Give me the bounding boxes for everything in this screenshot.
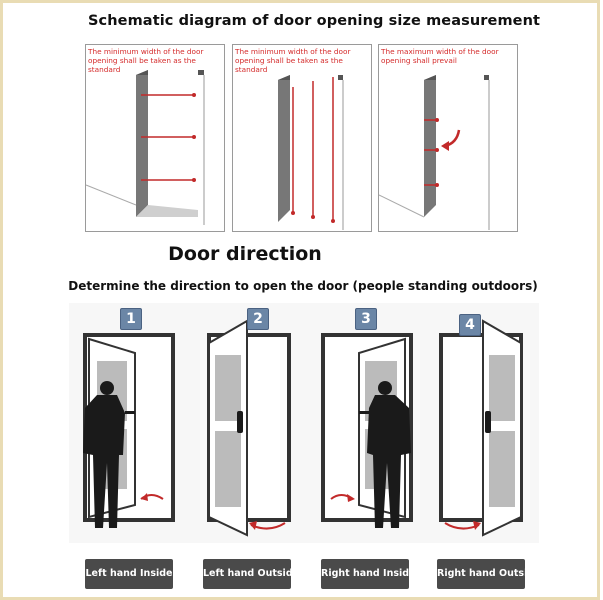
door-number-badge-1: 1: [120, 308, 142, 330]
door-direction-diagram: [69, 303, 539, 543]
page-title: Schematic diagram of door opening size measurement: [88, 13, 541, 29]
measurement-panel-1: [85, 44, 225, 232]
section-title: [3, 243, 603, 265]
door-opening-horizontal-diagram: [86, 45, 226, 233]
door-number-badge-4: 4: [459, 314, 481, 336]
section-title-text: Door direction: [168, 243, 322, 265]
door-label-4: Right hand Outside: [437, 559, 525, 589]
panel-note-2: The minimum width of the door opening shall be taken as the standard: [235, 47, 351, 74]
door-2-illustration: [209, 321, 289, 535]
door-illustrations: [69, 303, 539, 543]
door-3-illustration: [323, 335, 411, 528]
door-label-2: Left hand Outside: [203, 559, 291, 589]
arrow-icon: [249, 521, 257, 530]
panel-note-3: The maximum width of the door opening shall prevail: [381, 47, 499, 65]
door-label-3: Right hand Inside: [321, 559, 409, 589]
measurement-panel-3: [378, 44, 518, 232]
door-1-illustration: [83, 335, 173, 528]
door-4-illustration: [441, 321, 521, 535]
section-subtitle: Determine the direction to open the door (people standing outdoors): [68, 279, 538, 293]
door-opening-max-width-diagram: [379, 45, 519, 233]
arrow-icon: [473, 521, 481, 530]
door-number-badge-3: 3: [355, 308, 377, 330]
door-number-badge-2: 2: [247, 308, 269, 330]
panel-note-1: The minimum width of the door opening shall be taken as the standard: [88, 47, 204, 74]
measurement-panel-2: [232, 44, 372, 232]
door-opening-vertical-diagram: [233, 45, 373, 233]
door-label-1: Left hand Inside: [85, 559, 173, 589]
